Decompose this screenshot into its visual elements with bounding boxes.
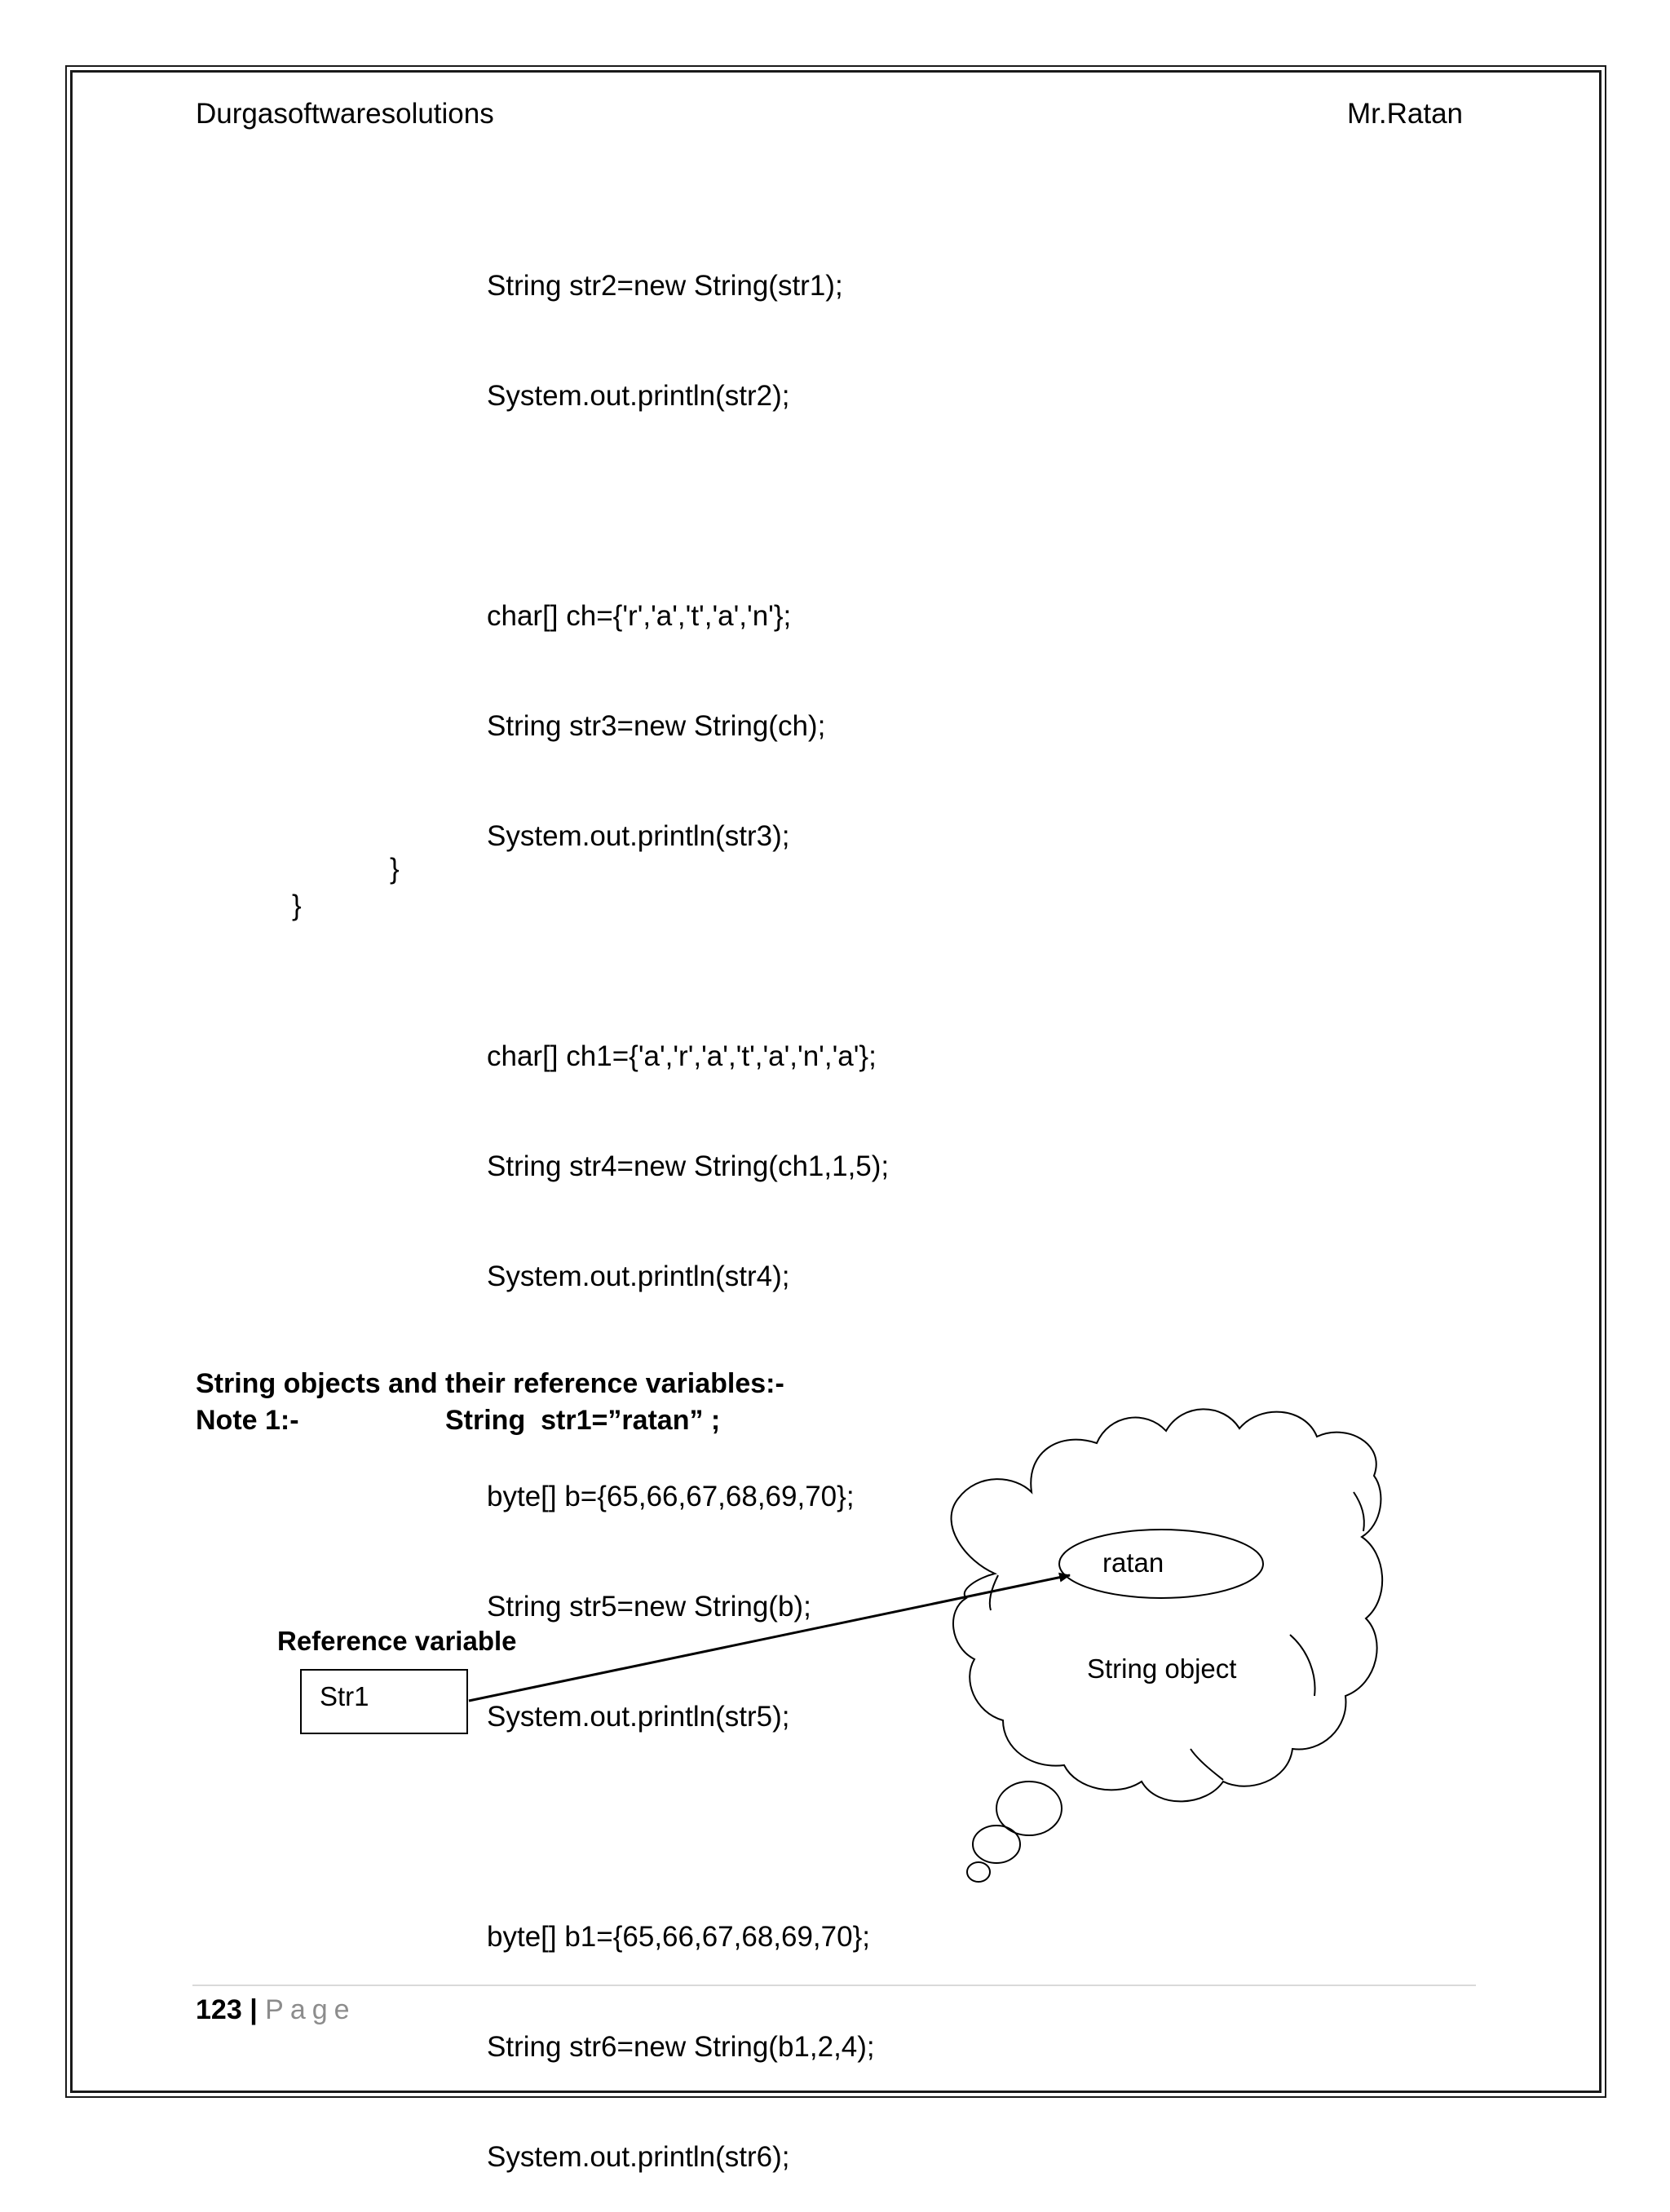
page-number: 123 (196, 1994, 242, 2025)
header-author: Mr.Ratan (1347, 98, 1463, 130)
reference-variable-name: Str1 (320, 1681, 369, 1711)
code-line: System.out.println(str5); (487, 1701, 790, 1733)
thought-bubble-medium (973, 1826, 1020, 1863)
code-line: char[] ch1={'a','r','a','t','a','n','a'}; (487, 1040, 877, 1072)
page-word: Page (265, 1994, 356, 2025)
string-value-text: ratan (1102, 1548, 1164, 1578)
reference-arrow (469, 1575, 1070, 1701)
code-line: String str5=new String(b); (487, 1591, 811, 1623)
reference-variable-label: Reference variable (277, 1626, 517, 1656)
string-object-label: String object (1087, 1653, 1237, 1684)
code-line: char[] ch={'r','a','t','a','n'}; (487, 600, 792, 632)
footer-separator: | (250, 1994, 258, 2025)
note-label: Note 1:- (196, 1405, 299, 1436)
footer-divider (192, 1985, 1476, 1986)
code-line: String str6=new String(b1,2,4); (487, 2031, 875, 2063)
page-footer (196, 1994, 356, 2026)
code-line: System.out.println(str6); (487, 2141, 790, 2173)
code-line: String str4=new String(ch1,1,5); (487, 1150, 890, 1182)
cloud-shape (952, 1409, 1383, 1801)
cloud-inner-curve (1191, 1749, 1223, 1780)
thought-bubble-small (967, 1862, 990, 1882)
code-line: System.out.println(str3); (487, 820, 790, 852)
code-line: System.out.println(str2); (487, 380, 790, 412)
method-closing-brace: } (390, 853, 400, 885)
class-closing-brace: } (292, 890, 302, 921)
section-heading: String objects and their reference variables:- (196, 1368, 784, 1399)
note-code: String str1=”ratan” ; (445, 1405, 721, 1436)
code-line: System.out.println(str4); (487, 1261, 790, 1292)
header-company: Durgasoftwaresolutions (196, 98, 494, 130)
code-line: byte[] b1={65,66,67,68,69,70}; (487, 1921, 871, 1953)
code-line: String str2=new String(str1); (487, 270, 843, 302)
code-line: byte[] b={65,66,67,68,69,70}; (487, 1481, 855, 1512)
code-line: String str3=new String(ch); (487, 710, 826, 742)
cloud-inner-curve (1354, 1492, 1364, 1531)
cloud-inner-curve (1290, 1635, 1315, 1696)
